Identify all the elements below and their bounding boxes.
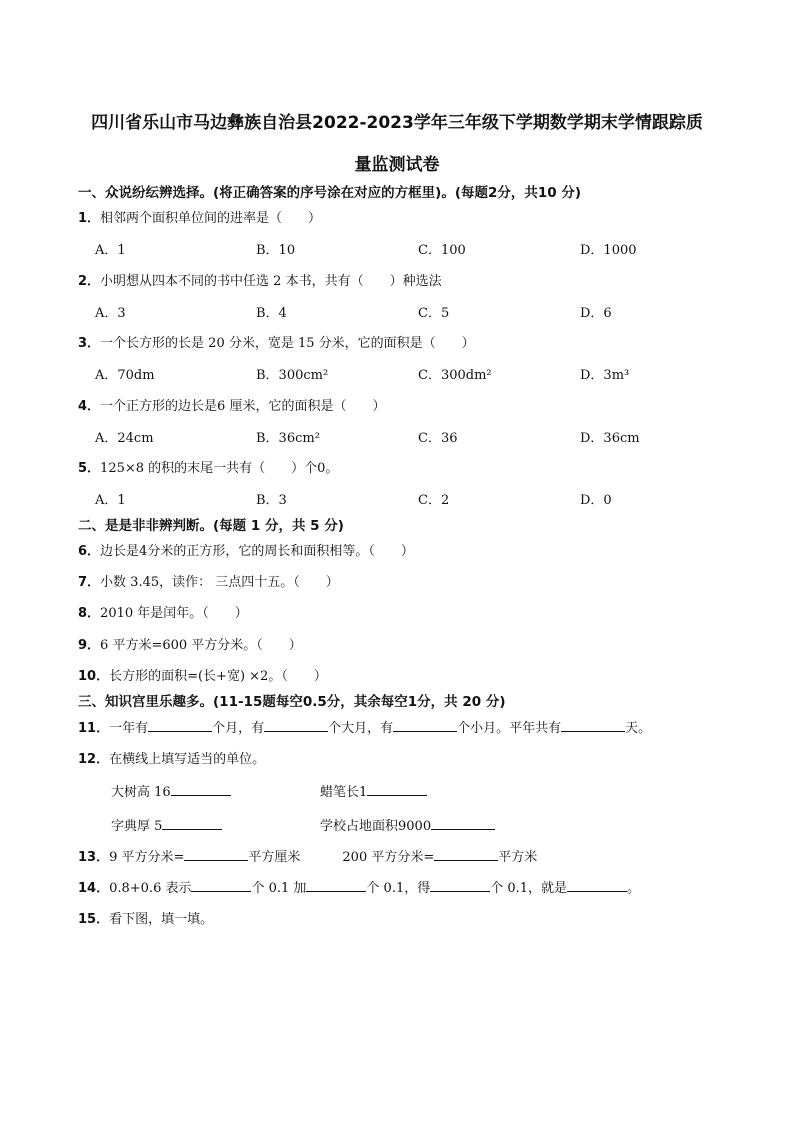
option-d: D．0 <box>580 493 612 508</box>
question-text: 长方形的面积=(长+宽) ×2。（ ） <box>109 669 327 684</box>
question-text: 平方米 <box>498 850 538 865</box>
answer-blank[interactable] <box>162 817 222 830</box>
answer-blank[interactable] <box>191 879 251 892</box>
option-c: C．300dm² <box>418 368 492 383</box>
question-text: 0.8+0.6 表示 <box>109 881 192 896</box>
question-4 <box>78 395 385 414</box>
question-14 <box>78 877 640 896</box>
question-5 <box>78 457 338 476</box>
option-d: D．36cm <box>580 431 640 446</box>
unit-item-tree <box>111 781 231 800</box>
page-title-line1: 四川省乐山市马边彝族自治县2022-2023学年三年级下学期数学期末学情跟踪质 <box>91 113 703 133</box>
option-b: B．10 <box>256 243 296 258</box>
option-c: C．36 <box>418 431 458 446</box>
question-number: 15． <box>78 912 110 927</box>
option-b: B．36cm² <box>256 431 320 446</box>
question-text: 小明想从四本不同的书中任选 2 本书，共有（ ）种选法 <box>100 274 442 289</box>
question-1 <box>78 207 321 226</box>
section-1-heading: 一、众说纷纭辨选择。(将正确答案的序号涂在对应的方框里)。(每题2分，共10 分) <box>78 185 582 201</box>
answer-blank[interactable] <box>430 879 490 892</box>
question-9 <box>78 634 302 653</box>
question-number: 13． <box>78 850 110 865</box>
question-8 <box>78 602 248 621</box>
option-c: C．5 <box>418 306 450 321</box>
question-7 <box>78 571 339 590</box>
question-text: 。 <box>627 881 641 896</box>
question-number: 10． <box>78 669 110 684</box>
item-text: 学校占地面积9000 <box>320 819 432 834</box>
question-text: 一个长方形的长是 20 分米，宽是 15 分米，它的面积是（ ） <box>100 336 475 351</box>
question-text: 相邻两个面积单位间的进率是（ ） <box>100 211 322 226</box>
question-number: 5． <box>78 461 101 476</box>
option-a: A．1 <box>95 243 126 258</box>
item-text: 大树高 16 <box>111 785 171 800</box>
question-number: 9． <box>78 638 101 653</box>
question-15 <box>78 908 213 927</box>
question-13 <box>78 846 537 865</box>
question-text: 125×8 的积的末尾一共有（ ）个0。 <box>100 461 339 476</box>
option-d: D．3m³ <box>580 368 630 383</box>
question-number: 12． <box>78 752 110 767</box>
question-number: 11． <box>78 721 110 736</box>
page-title-line2: 量监测试卷 <box>354 155 440 175</box>
option-c: C．2 <box>418 493 450 508</box>
question-text: 一年有 <box>109 721 149 736</box>
unit-item-dictionary <box>111 815 222 834</box>
question-text: 9 平方分米= <box>109 850 185 865</box>
section-3-heading: 三、知识宫里乐趣多。(11-15题每空0.5分，其余每空1分，共 20 分) <box>78 694 506 710</box>
answer-blank[interactable] <box>264 719 328 732</box>
answer-blank[interactable] <box>567 879 627 892</box>
question-text: 一个正方形的边长是6 厘米，它的面积是（ ） <box>100 399 386 414</box>
question-6 <box>78 540 414 559</box>
option-b: B．3 <box>256 493 287 508</box>
unit-item-school <box>320 815 495 834</box>
question-12 <box>78 748 265 767</box>
question-text: 天。 <box>625 721 652 736</box>
question-number: 1． <box>78 211 101 226</box>
unit-item-crayon <box>320 781 427 800</box>
answer-blank[interactable] <box>561 719 625 732</box>
question-number: 2． <box>78 274 101 289</box>
question-2 <box>78 270 442 289</box>
question-3 <box>78 332 475 351</box>
question-text: 个 0.1，得 <box>366 881 431 896</box>
option-d: D．6 <box>580 306 612 321</box>
question-text: 小数 3.45，读作： 三点四十五。（ ） <box>100 575 339 590</box>
question-text: 2010 年是闰年。（ ） <box>100 606 248 621</box>
question-text: 个月，有 <box>212 721 265 736</box>
answer-blank[interactable] <box>306 879 366 892</box>
option-c: C．100 <box>418 243 466 258</box>
option-d: D．1000 <box>580 243 637 258</box>
option-a: A．24cm <box>95 431 154 446</box>
answer-blank[interactable] <box>148 719 212 732</box>
question-number: 3． <box>78 336 101 351</box>
question-number: 8． <box>78 606 101 621</box>
question-number: 14． <box>78 881 110 896</box>
question-text: 6 平方米=600 平方分米。（ ） <box>100 638 302 653</box>
answer-blank[interactable] <box>171 783 231 796</box>
question-number: 7． <box>78 575 101 590</box>
option-a: A．1 <box>95 493 126 508</box>
question-number: 4． <box>78 399 101 414</box>
option-a: A．3 <box>95 306 126 321</box>
option-b: B．300cm² <box>256 368 329 383</box>
answer-blank[interactable] <box>367 783 427 796</box>
question-text: 200 平方分米= <box>342 850 435 865</box>
answer-blank[interactable] <box>184 848 248 861</box>
question-text: 个小月。平年共有 <box>457 721 562 736</box>
answer-blank[interactable] <box>431 817 495 830</box>
answer-blank[interactable] <box>434 848 498 861</box>
option-a: A．70dm <box>95 368 155 383</box>
section-2-heading: 二、是是非非辨判断。(每题 1 分，共 5 分) <box>78 518 344 534</box>
question-11 <box>78 717 651 736</box>
question-text: 个大月，有 <box>328 721 394 736</box>
question-text: 个 0.1 加 <box>251 881 307 896</box>
question-text: 在横线上填写适当的单位。 <box>109 752 266 767</box>
question-text: 平方厘米 <box>248 850 301 865</box>
answer-blank[interactable] <box>393 719 457 732</box>
item-text: 字典厚 5 <box>111 819 163 834</box>
item-text: 蜡笔长1 <box>320 785 368 800</box>
option-b: B．4 <box>256 306 287 321</box>
question-number: 6． <box>78 544 101 559</box>
question-text: 边长是4分米的正方形，它的周长和面积相等。（ ） <box>100 544 414 559</box>
question-text: 看下图，填一填。 <box>109 912 214 927</box>
question-10 <box>78 665 327 684</box>
question-text: 个 0.1，就是 <box>490 881 568 896</box>
